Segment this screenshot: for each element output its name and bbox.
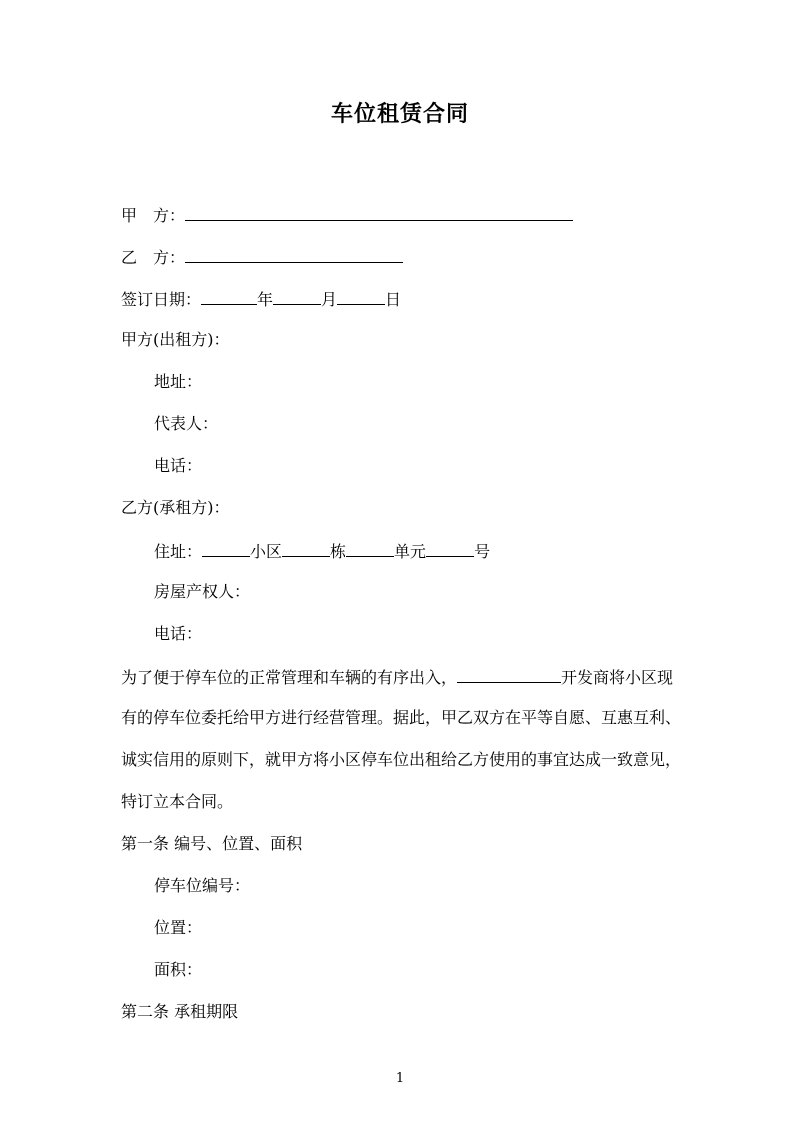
lessee-address-label: 住址： (154, 542, 203, 561)
day-blank (337, 288, 385, 305)
spot-location: 位置： (154, 918, 203, 937)
article-2-heading: 第二条 承租期限 (121, 1002, 239, 1021)
sign-date-line (121, 288, 401, 310)
party-b-blank (185, 246, 403, 263)
sign-date-label: 签订日期： (121, 290, 202, 309)
lessor-representative: 代表人： (154, 414, 219, 433)
unit-label: 单元 (394, 542, 427, 561)
day-label: 日 (385, 290, 402, 309)
lessee-heading: 乙方(承租方)： (121, 498, 230, 517)
paragraph-line-1 (121, 666, 673, 688)
document-title: 车位租赁合同 (330, 101, 469, 127)
spot-area: 面积： (154, 960, 203, 979)
para1-part1: 为了便于停车位的正常管理和车辆的有序出入， (121, 668, 458, 687)
year-label: 年 (257, 290, 274, 309)
number-label: 号 (474, 542, 491, 561)
community-label: 小区 (250, 542, 283, 561)
spot-number: 停车位编号： (154, 876, 251, 895)
party-a-blank (185, 204, 573, 221)
building-blank (282, 540, 330, 557)
unit-blank (346, 540, 394, 557)
paragraph-line-4: 特订立本合同。 (121, 792, 234, 811)
paragraph-line-2: 有的停车位委托给甲方进行经营管理。据此，甲乙双方在平等自愿、互惠互利、 (121, 708, 682, 727)
party-a-line (121, 204, 573, 226)
page-number: 1 (395, 1071, 405, 1086)
lessee-phone: 电话： (154, 624, 203, 643)
month-label: 月 (321, 290, 338, 309)
para1-part2: 开发商将小区现 (561, 668, 674, 687)
lessor-heading: 甲方(出租方)： (121, 330, 230, 349)
party-b-line (121, 246, 403, 268)
paragraph-line-3: 诚实信用的原则下，就甲方将小区停车位出租给乙方使用的事宜达成一致意见， (121, 750, 682, 769)
building-label: 栋 (330, 542, 347, 561)
month-blank (273, 288, 321, 305)
developer-blank (457, 666, 561, 683)
lessor-phone: 电话： (154, 456, 203, 475)
number-blank (426, 540, 474, 557)
year-blank (201, 288, 257, 305)
lessee-address-line (154, 540, 490, 562)
lessee-owner: 房屋产权人： (154, 582, 251, 601)
community-blank (202, 540, 250, 557)
party-a-label: 甲 方： (121, 206, 186, 225)
article-1-heading: 第一条 编号、位置、面积 (121, 834, 303, 853)
party-b-label: 乙 方： (121, 248, 186, 267)
lessor-address: 地址： (154, 372, 203, 391)
